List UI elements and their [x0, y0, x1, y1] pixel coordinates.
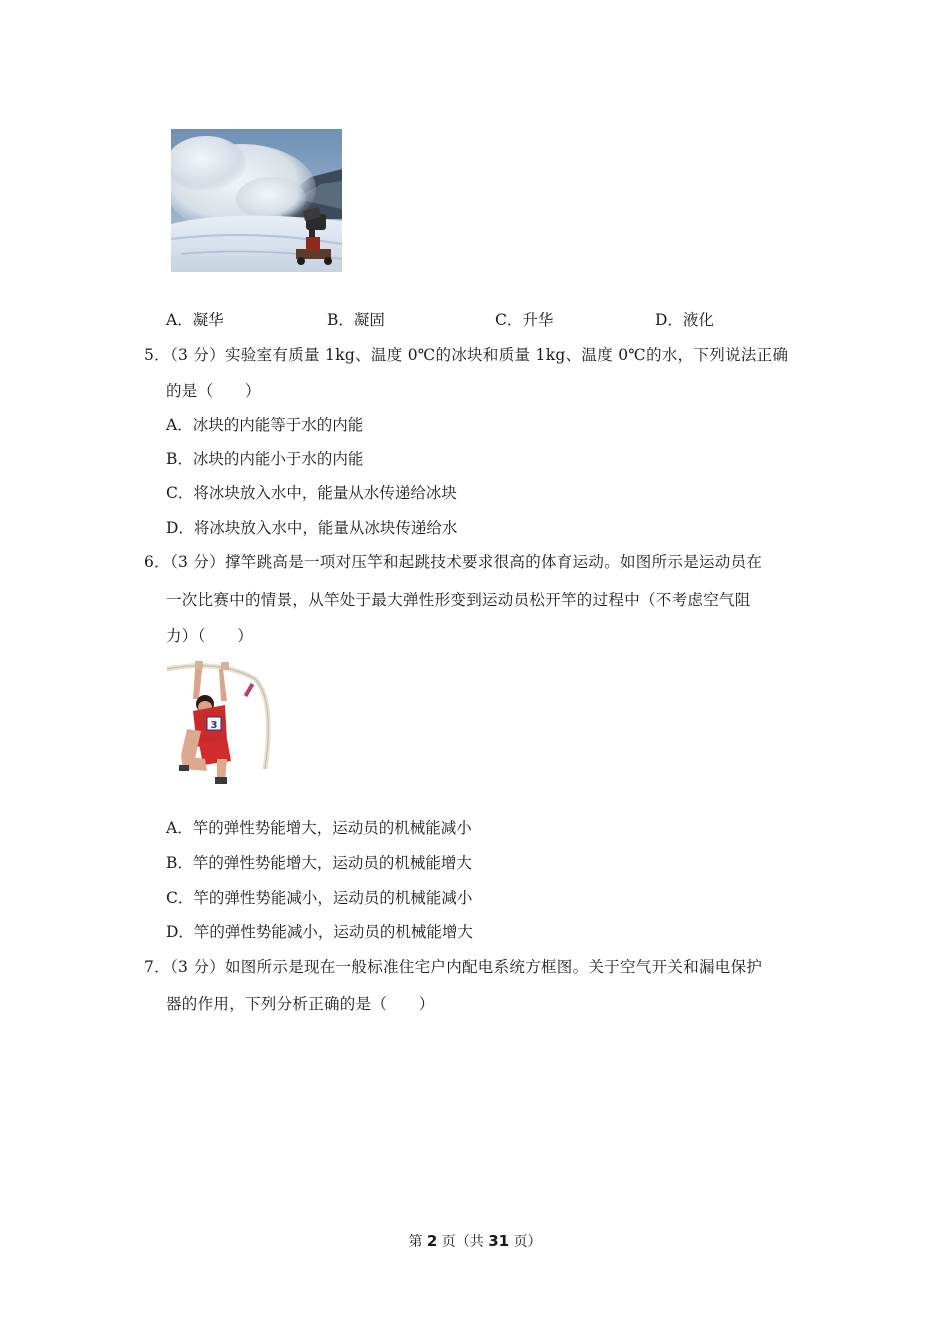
athlete-bib-number: 3 — [210, 720, 218, 731]
q4-option-a: A．凝华 — [166, 311, 224, 329]
q6-stem-line2: 一次比赛中的情景，从竿处于最大弹性形变到运动员松开竿的过程中（不考虑空气阻 — [166, 591, 751, 609]
q4-option-b: B．凝固 — [327, 311, 385, 329]
pole-vaulter-image — [165, 659, 277, 787]
footer-page-number: 2 — [426, 1232, 438, 1250]
footer-suffix: 页） — [509, 1234, 542, 1250]
q5-option-a: A．冰块的内能等于水的内能 — [166, 416, 364, 434]
page-footer — [0, 1231, 950, 1252]
q6-option-b: B．竿的弹性势能增大，运动员的机械能增大 — [166, 854, 472, 872]
q4-option-c: C．升华 — [495, 311, 554, 329]
footer-prefix: 第 — [408, 1234, 427, 1250]
footer-middle: 页（共 — [437, 1234, 489, 1250]
q6-option-c: C．竿的弹性势能减小，运动员的机械能减小 — [166, 889, 473, 907]
q7-stem-line1: 7．（3 分）如图所示是现在一般标准住宅户内配电系统方框图。关于空气开关和漏电保护 — [144, 958, 763, 976]
q6-stem-line3: 力）（ ） — [166, 627, 254, 645]
q7-stem-line2: 器的作用，下列分析正确的是（ ） — [166, 995, 435, 1013]
footer-total-pages: 31 — [488, 1232, 510, 1250]
q5-option-c: C．将冰块放入水中，能量从水传递给冰块 — [166, 484, 457, 502]
q5-stem-line2: 的是（ ） — [166, 382, 261, 400]
q6-stem-line1: 6．（3 分）撑竿跳高是一项对压竿和起跳技术要求很高的体育运动。如图所示是运动员在 — [144, 553, 763, 571]
q5-option-b: B．冰块的内能小于水的内能 — [166, 450, 364, 468]
snow-cannon-image — [171, 129, 342, 272]
q5-option-d: D．将冰块放入水中，能量从冰块传递给水 — [166, 519, 458, 537]
q6-option-d: D．竿的弹性势能减小，运动员的机械能增大 — [166, 923, 473, 941]
q6-option-a: A．竿的弹性势能增大，运动员的机械能减小 — [166, 819, 472, 837]
q5-stem-line1: 5．（3 分）实验室有质量 1kg、温度 0℃的冰块和质量 1kg、温度 0℃的水，下列说法正确 — [144, 346, 789, 364]
q4-option-d: D．液化 — [655, 311, 714, 329]
